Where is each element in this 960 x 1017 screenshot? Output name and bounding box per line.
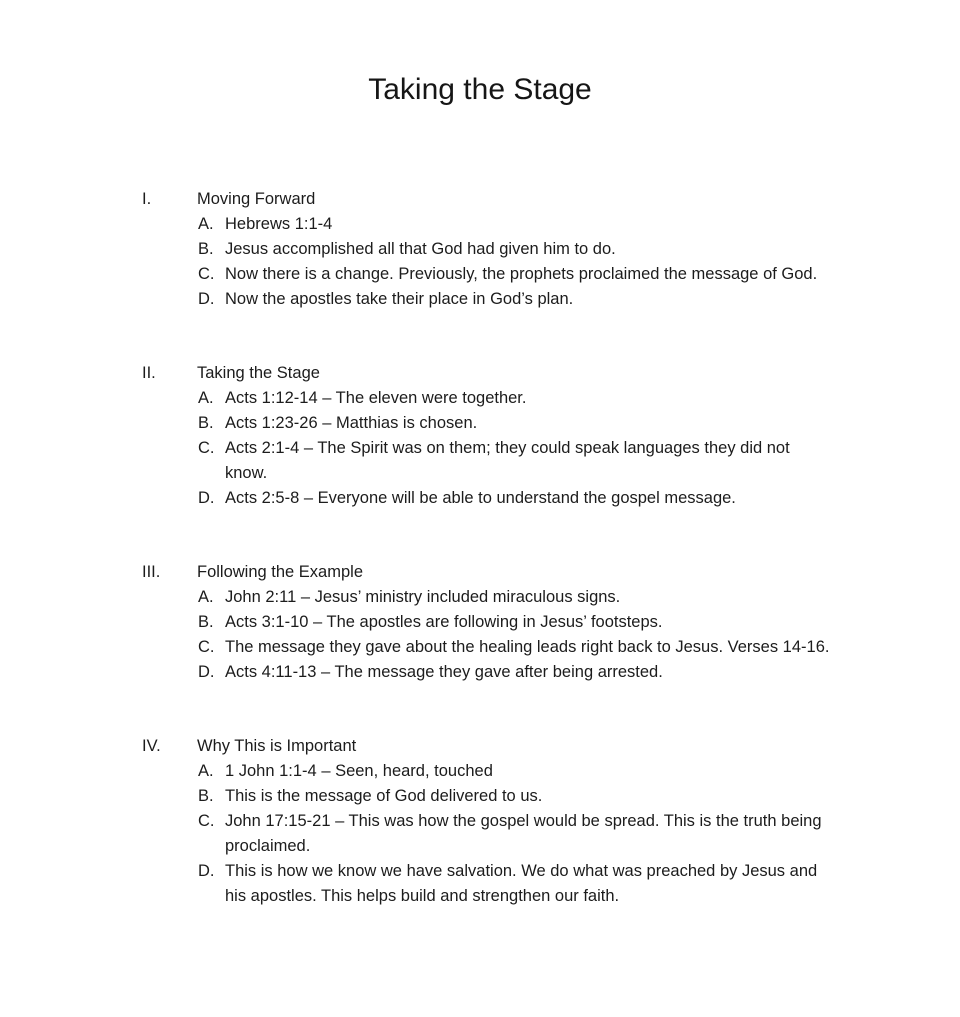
outline-item [0,486,960,511]
document-title: Taking the Stage [368,73,592,106]
outline-section-4 [0,734,960,909]
item-letter: D. [198,489,215,507]
item-letter: B. [198,240,214,258]
outline-item [0,212,960,237]
section-heading-text: Why This is Important [197,737,357,755]
item-letter: D. [198,290,215,308]
outline-item [0,262,960,287]
item-text-line: Acts 1:12-14 – The eleven were together. [225,389,527,407]
item-text-line: The message they gave about the healing leads right back to Jesus. Verses 14-16. [225,638,830,656]
outline-item [0,859,960,909]
item-text-line: This is the message of God delivered to us. [225,787,543,805]
item-letter: D. [198,862,215,880]
item-text-line: Jesus accomplished all that God had given him to do. [225,240,616,258]
outline-item [0,610,960,635]
item-text-line: Acts 4:11-13 – The message they gave after being arrested. [225,663,663,681]
section-numeral: II. [142,364,156,382]
section-heading [0,361,960,386]
item-letter: C. [198,812,215,830]
item-letter: B. [198,787,214,805]
section-heading-text: Following the Example [197,563,363,581]
item-text-line: John 2:11 – Jesus’ ministry included miraculous signs. [225,588,621,606]
item-letter: A. [198,762,214,780]
outline-item [0,287,960,312]
section-heading [0,187,960,212]
sermon-outline [0,187,960,958]
outline-item [0,585,960,610]
item-text-line: Hebrews 1:1-4 [225,215,333,233]
item-letter: A. [198,389,214,407]
item-letter: B. [198,613,214,631]
item-text-line: Acts 1:23-26 – Matthias is chosen. [225,414,478,432]
section-heading [0,734,960,759]
item-text-line: proclaimed. [225,837,311,855]
section-heading-text: Taking the Stage [197,364,320,382]
item-letter: C. [198,638,215,656]
outline-item [0,386,960,411]
item-text-line: know. [225,464,268,482]
outline-item [0,411,960,436]
section-heading [0,560,960,585]
outline-section-1 [0,187,960,312]
outline-item [0,809,960,859]
outline-item [0,660,960,685]
item-text-line: his apostles. This helps build and strengthen our faith. [225,887,620,905]
item-text-line: Acts 3:1-10 – The apostles are following in Jesus’ footsteps. [225,613,663,631]
outline-item [0,436,960,486]
section-numeral: IV. [142,737,161,755]
item-text-line: 1 John 1:1-4 – Seen, heard, touched [225,762,493,780]
outline-section-2 [0,361,960,511]
outline-item [0,784,960,809]
outline-item [0,237,960,262]
item-text-line: Now there is a change. Previously, the prophets proclaimed the message of God. [225,265,818,283]
section-heading-text: Moving Forward [197,190,316,208]
outline-item [0,635,960,660]
item-letter: C. [198,265,215,283]
item-text-line: John 17:15-21 – This was how the gospel would be spread. This is the truth being [225,812,822,830]
item-letter: B. [198,414,214,432]
item-letter: A. [198,215,214,233]
item-letter: A. [198,588,214,606]
outline-section-3 [0,560,960,685]
item-text-line: This is how we know we have salvation. We do what was preached by Jesus and [225,862,818,880]
item-letter: C. [198,439,215,457]
item-text-line: Acts 2:1-4 – The Spirit was on them; they could speak languages they did not [225,439,790,457]
section-numeral: III. [142,563,161,581]
section-numeral: I. [142,190,152,208]
item-letter: D. [198,663,215,681]
item-text-line: Now the apostles take their place in God’s plan. [225,290,574,308]
outline-item [0,759,960,784]
item-text-line: Acts 2:5-8 – Everyone will be able to understand the gospel message. [225,489,736,507]
